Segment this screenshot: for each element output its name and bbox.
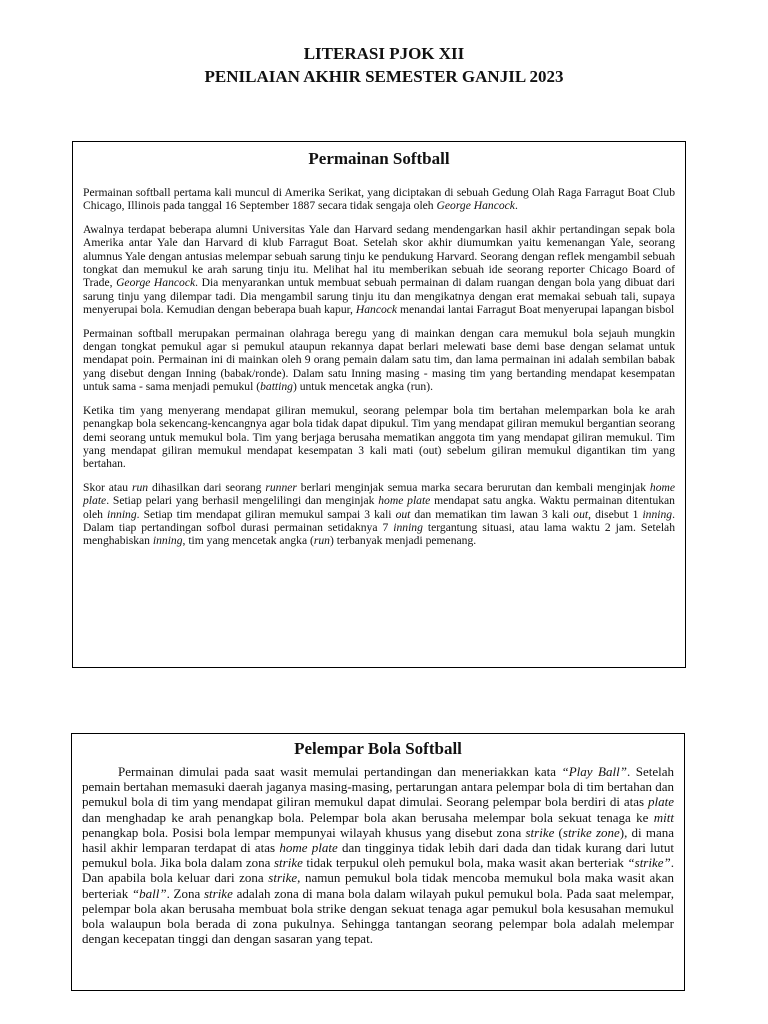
paragraph: Permainan softball merupakan permainan olahraga beregu yang di mainkan dengan cara memukul bola sejauh mungkin dengan tongkat pemukul agar si pemukul ataupun rekannya dapat berlari melewati base demi base dengan selamat untuk mendapat poin. Permainan ini di mainkan oleh 9 orang pemain dalam satu tim, dan lama permainan ini adalah sembilan babak yang disebut dengan Inning (babak/ronde). Dalam satu Inning masing - masing tim yang bertanding mendapat kesempatan untuk sama - sama menjadi pemukul (batting) untuk mencetak angka (run). — [83, 326, 675, 394]
italic-term: strike — [525, 824, 555, 840]
italic-term: home plate — [279, 840, 338, 856]
paragraph: Permainan dimulai pada saat wasit memulai pertandingan dan meneriakkan kata “Play Ball”. Setelah pemain bertahan memasuki daerah jaganya masing-masing, pertarungan antara pelempar bola di tim bertahan dan pemukul bola di tim yang mendapat giliran memukul dapat dimulai. Seorang pelempar bola berdiri di atas plate dan menghadap ke arah penangkap bola. Pelempar bola akan berusaha melempar bola sekuat tenaga ke mitt penangkap bola. Posisi bola lempar mempunyai wilayah khusus yang disebut zona strike (strike zone), di mana hasil akhir lemparan terdapat di atas home plate dan tingginya tidak lebih dari dada dan tidak kurang dari lutut pemukul bola. Jika bola dalam zona strike tidak terpukul oleh pemukul bola, maka wasit akan berteriak “strike”. Dan apabila bola keluar dari zona strike, namun pemukul bola tidak mencoba memukul bola maka wasit akan berteriak “ball”. Zona strike adalah zona di mana bola dalam wilayah pukul pemukul bola. Pada saat melempar, pelempar bola akan berusaha membuat bola strike dengan sekuat tenaga agar pemukul bola kesusahan memukul bola walaupun bola berada di zona pukulnya. Sehingga tantangan seorang pelempar bola adalah melempar dengan kecepatan tinggi dan dengan sasaran yang tepat. — [82, 764, 675, 947]
italic-term: home plate — [83, 480, 676, 508]
italic-term: home plate — [378, 494, 431, 508]
italic-term: inning — [152, 534, 183, 548]
italic-term: George Hancock — [116, 276, 196, 290]
italic-term: inning — [107, 507, 137, 521]
italic-term: strike — [268, 870, 298, 886]
section-title: Permainan Softball — [308, 149, 450, 168]
italic-term: strike — [273, 855, 303, 871]
section-title: Pelempar Bola Softball — [294, 739, 462, 758]
italic-term: “Play Ball” — [561, 764, 627, 779]
italic-term: out — [573, 507, 589, 521]
italic-term: batting — [260, 380, 293, 394]
italic-term: run — [131, 480, 149, 494]
italic-term: plate — [648, 794, 674, 810]
section-permainan-softball — [72, 141, 686, 668]
italic-term: runner — [265, 480, 297, 494]
italic-term: inning — [642, 507, 673, 521]
paragraph: Awalnya terdapat beberapa alumni Universitas Yale dan Harvard sedang mendengarkan hasil akhir pertandingan sepak bola Amerika antar Yale dan Harvard di klub Farragut Boat. Setelah skor akhir diumumkan yaitu kemenangan Yale, seorang alumnus Yale dengan antusias melempar sebuah sarung tinju ke pendukung Harvard. Seorang dengan reflek mengambil sebuah tongkat dan memukul ke arah sarung tinju itu. Melihat hal itu memberikan sebuah ide seorang reporter Chicago Board of Trade, George Hancock. Dia menyarankan untuk membuat sebuah permainan di dalam ruangan dengan bola yang dibuat dari sarung tinju yang dilempar tadi. Dia mengambil sarung tinju itu dan mengikatnya dengan erat memakai sebuah tali, supaya menyerupai bola. Kemudian dengan beberapa buah kapur, Hancock menandai lantai Farragut Boat menyerupai lapangan bisbol — [83, 222, 675, 317]
italic-term: strike — [203, 885, 233, 901]
document-subtitle: PENILAIAN AKHIR SEMESTER GANJIL 2023 — [204, 67, 564, 86]
italic-term: inning — [393, 520, 423, 534]
document-title: LITERASI PJOK XII — [303, 44, 465, 63]
paragraph: Skor atau run dihasilkan dari seorang runner berlari menginjak semua marka secara berurutan dan kembali menginjak home plate. Setiap pelari yang berhasil mengelilingi dan menginjak home plate mendapat satu angka. Waktu permainan ditentukan oleh inning. Setiap tim mendapat giliran memukul sampai 3 kali out dan mematikan tim lawan 3 kali out, disebut 1 inning. Dalam tiap pertandingan sofbol durasi permainan setidaknya 7 inning tergantung situasi, atau lama waktu 2 jam. Setelah menghabiskan inning, tim yang mencetak angka (run) terbanyak menjadi pemenang. — [83, 480, 676, 548]
section-body — [82, 764, 674, 946]
italic-term: run — [313, 534, 330, 548]
italic-term: out — [395, 507, 411, 521]
paragraph: Permainan softball pertama kali muncul di Amerika Serikat, yang diciptakan di sebuah Gedung Olah Raga Farragut Boat Club Chicago, Illinois pada tanggal 16 September 1887 secara tidak sengaja oleh George Hancock. — [83, 186, 675, 213]
section-body — [83, 186, 675, 548]
italic-term: “ball” — [131, 885, 167, 901]
italic-term: George Hancock — [436, 199, 515, 213]
italic-term: strike zone — [562, 824, 620, 840]
italic-term: Hancock — [355, 303, 398, 317]
document-header — [0, 42, 768, 88]
paragraph: Ketika tim yang menyerang mendapat giliran memukul, seorang pelempar bola tim bertahan melemparkan bola ke arah penangkap bola sekencang-kencangnya agar bola tidak dapat dipukul. Tim yang mendapat giliran memukul bergantian seorang demi seorang untuk memukul bola. Tim yang berjaga berusaha mematikan anggota tim yang mendapat giliran memukul. Tim yang mendapat giliran memukul mendapat kesempatan 3 kali mati (out) sebelum giliran memukul digantikan tim yang bertahan. — [83, 403, 675, 471]
italic-term: “strike” — [627, 855, 671, 871]
section-pelempar-bola — [71, 733, 685, 991]
italic-term: mitt — [653, 809, 674, 825]
